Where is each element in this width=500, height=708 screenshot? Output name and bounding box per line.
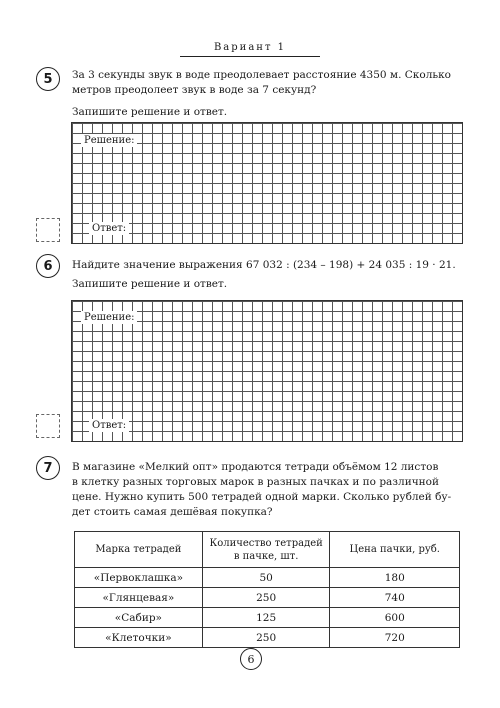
question-6-instruction: Запишите решение и ответ.: [72, 278, 228, 290]
question-6-score-box: [36, 414, 60, 438]
table-row: [75, 608, 460, 628]
question-5-answer-label: Ответ:: [89, 222, 129, 235]
table-row: [75, 588, 460, 608]
page-number: 6: [240, 648, 262, 670]
question-6-answer-label: Ответ:: [89, 419, 129, 432]
question-5-number: 5: [36, 67, 60, 91]
table-cell-price: 720: [330, 628, 460, 648]
table-cell-brand: «Клеточки»: [75, 628, 203, 648]
table-cell-price: 600: [330, 608, 460, 628]
question-7-text-line-2: в клетку разных торговых марок в разных пачках и по различной: [72, 476, 439, 488]
table-cell-price: 740: [330, 588, 460, 608]
table-cell-brand: «Глянцевая»: [75, 588, 203, 608]
question-7-text-line-4: дет стоить самая дешёвая покупка?: [72, 506, 273, 518]
variant-title: Вариант 1: [213, 42, 287, 53]
question-7-text-line-3: цене. Нужно купить 500 тетрадей одной марки. Сколько рублей бу-: [72, 491, 452, 503]
question-5-instruction: Запишите решение и ответ.: [72, 106, 228, 118]
header-divider: [180, 56, 320, 57]
table-row: [75, 568, 460, 588]
question-5-text-line-1: За 3 секунды звук в воде преодолевает расстояние 4350 м. Сколько: [72, 69, 451, 81]
question-7-text: [72, 460, 472, 520]
question-5-solution-label: Решение:: [81, 134, 137, 147]
question-5-text: [72, 68, 472, 98]
table-cell-quantity: 250: [202, 628, 330, 648]
question-7-text-line-1: В магазине «Мелкий опт» продаются тетради объёмом 12 листов: [72, 461, 439, 473]
table-cell-brand: «Первоклашка»: [75, 568, 203, 588]
question-6-number: 6: [36, 254, 60, 278]
question-5-text-line-2: метров преодолеет звук в воде за 7 секунд?: [72, 84, 317, 96]
table-row: [75, 628, 460, 648]
notebook-prices-table: [74, 531, 460, 648]
question-6-text: Найдите значение выражения 67 032 : (234 – 198) + 24 035 : 19 · 21.: [72, 259, 456, 271]
table-header-row: [75, 532, 460, 568]
table-cell-brand: «Сабир»: [75, 608, 203, 628]
table-cell-quantity: 50: [202, 568, 330, 588]
question-6-solution-label: Решение:: [81, 311, 137, 324]
table-cell-price: 180: [330, 568, 460, 588]
table-cell-quantity: 250: [202, 588, 330, 608]
table-cell-quantity: 125: [202, 608, 330, 628]
table-header-price: Цена пачки, руб.: [330, 532, 460, 568]
table-header-quantity: Количество тетрадей в пачке, шт.: [202, 532, 330, 568]
table-header-brand: Марка тетрадей: [75, 532, 203, 568]
question-7-number: 7: [36, 456, 60, 480]
question-5-score-box: [36, 218, 60, 242]
